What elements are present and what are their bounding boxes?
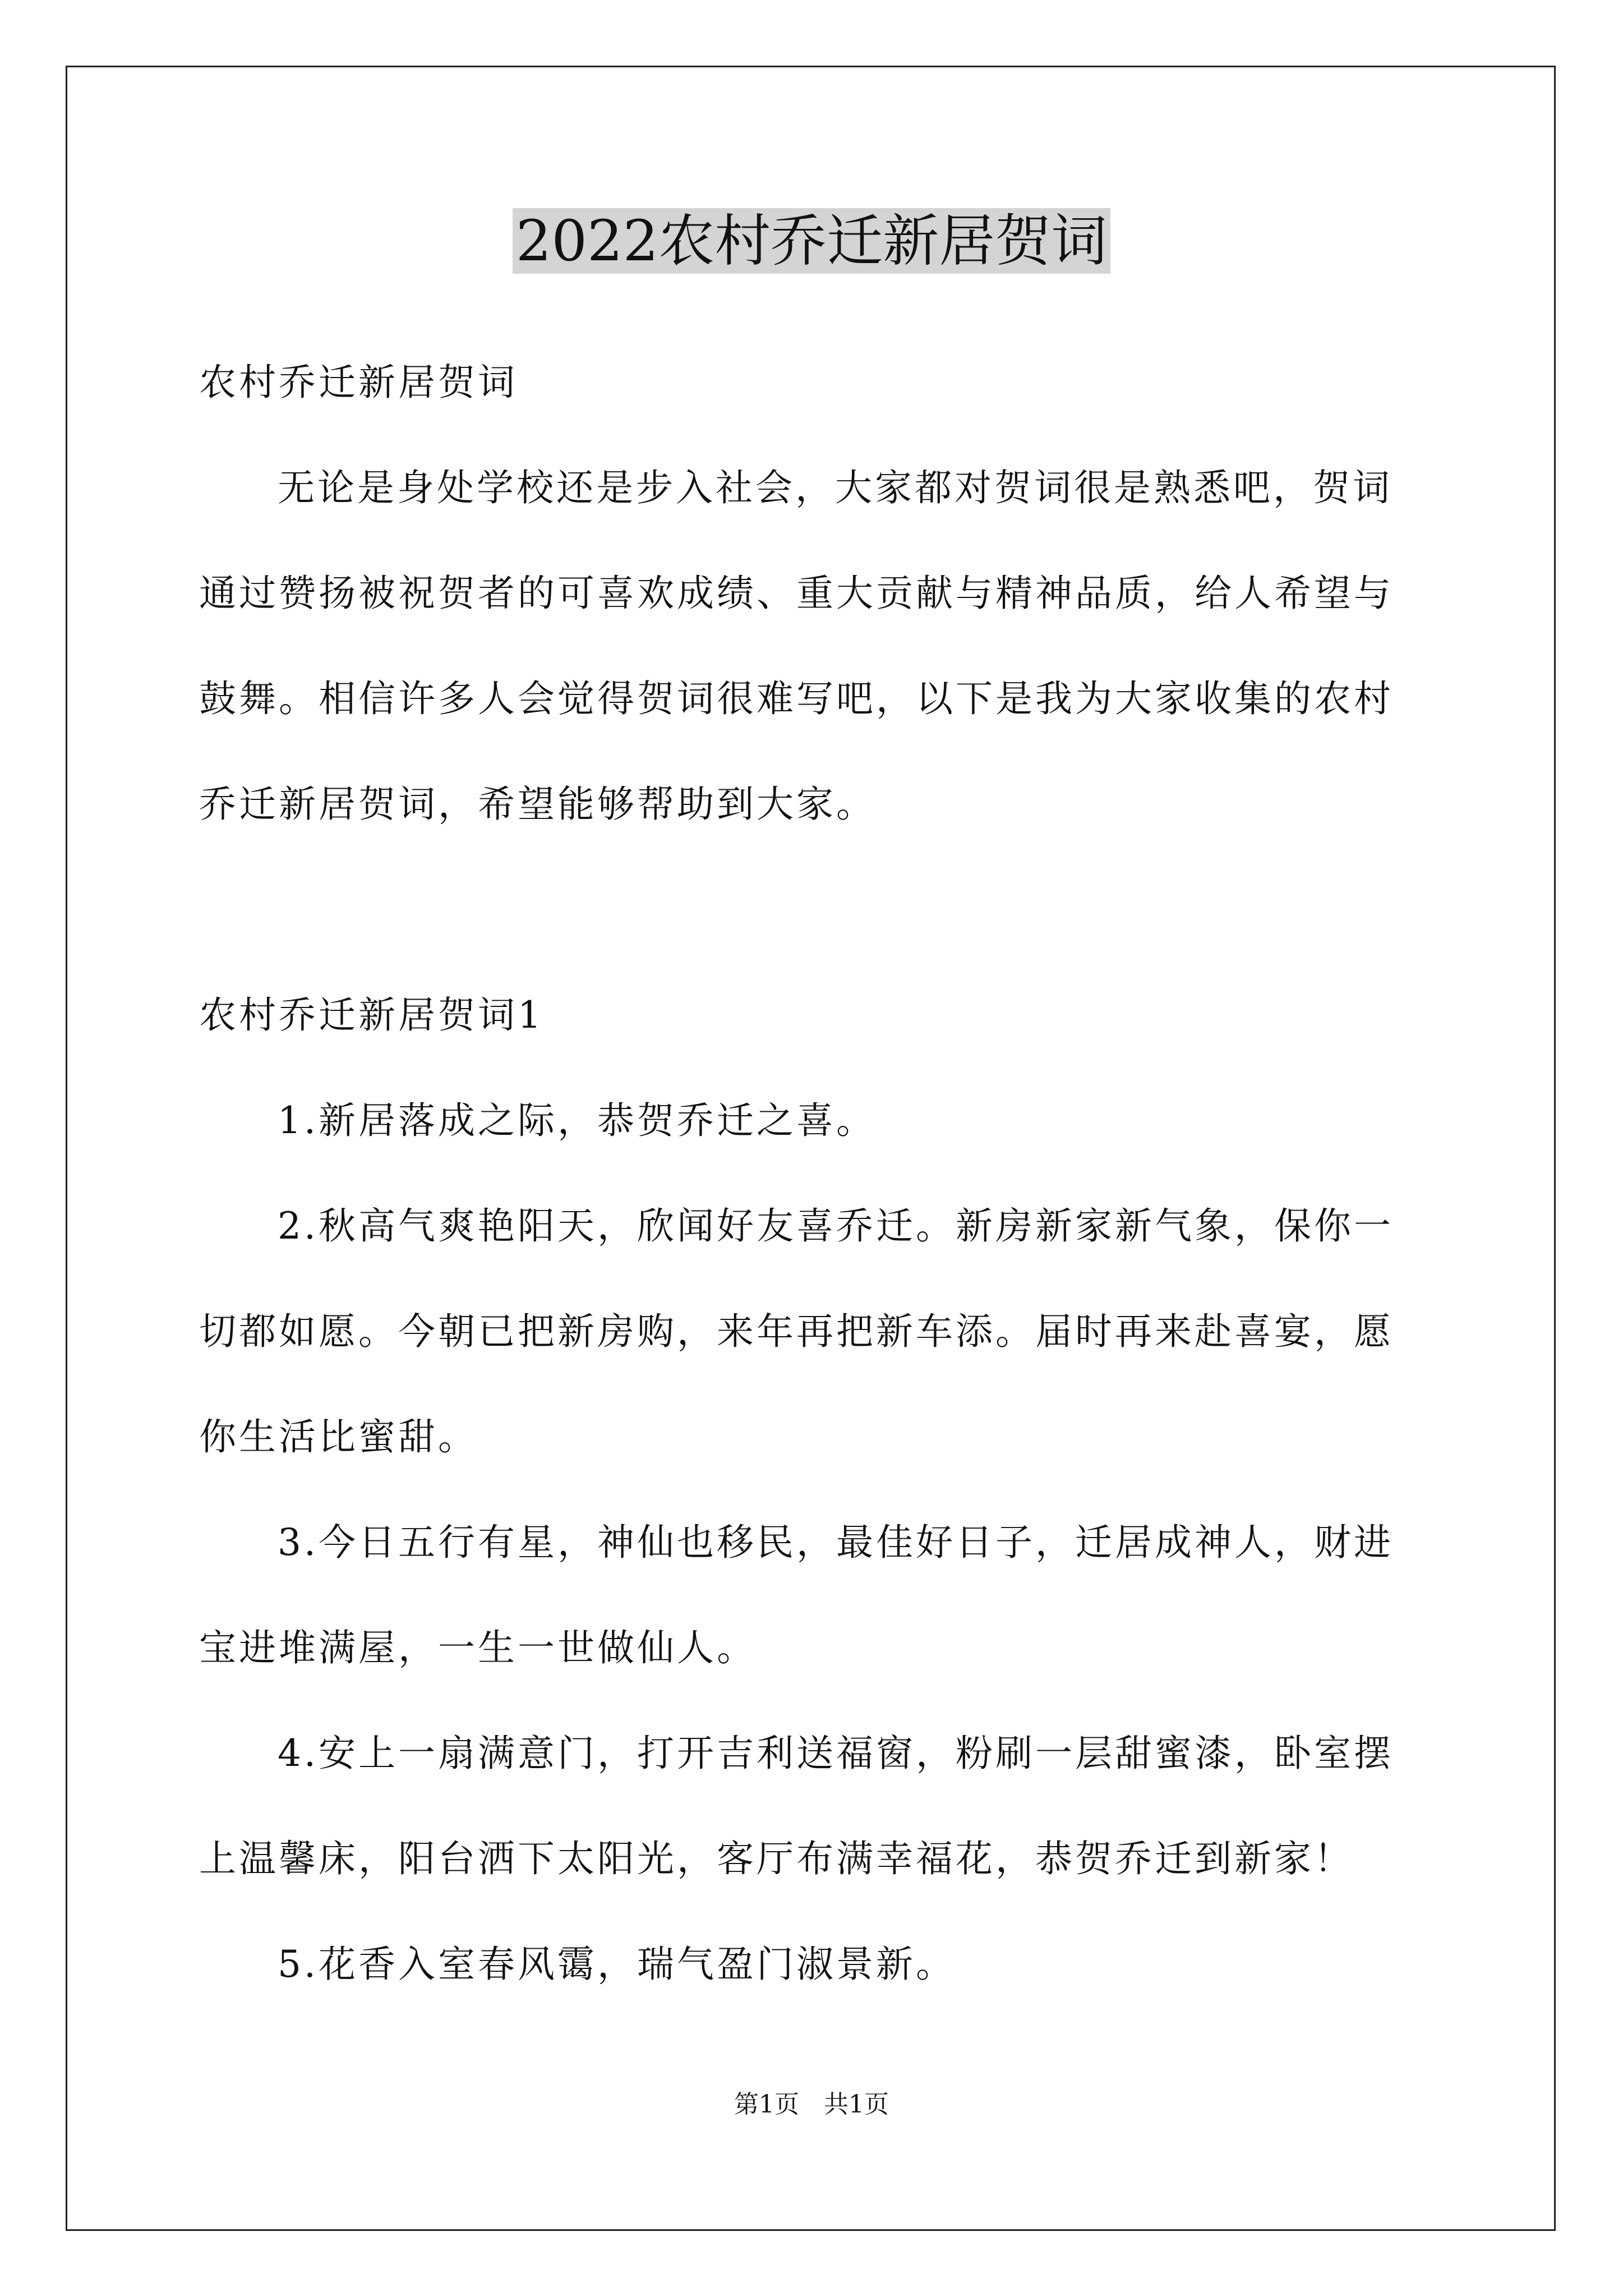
greeting-item-1: 1.新居落成之际，恭贺乔迁之喜。 [278,1099,876,1142]
greeting-item-4-cont: 上温馨床，阳台洒下太阳光，客厅布满幸福花，恭贺乔迁到新家！ [199,1837,1354,1880]
intro-line: 无论是身处学校还是步入社会，大家都对贺词很是熟悉吧，贺词 [278,466,1393,509]
intro-line: 鼓舞。相信许多人会觉得贺词很难写吧，以下是我为大家收集的农村 [199,677,1394,720]
document-body [199,330,1430,2017]
greeting-item-3: 3.今日五行有星，神仙也移民，最佳好日子，迁居成神人，财进 [278,1521,1394,1564]
greeting-item-2: 2.秋高气爽艳阳天，欣闻好友喜乔迁。新房新家新气象，保你一 [278,1204,1394,1248]
document-title-text: 2022农村乔迁新居贺词 [513,208,1111,274]
intro-line: 通过赞扬被祝贺者的可喜欢成绩、重大贡献与精神品质，给人希望与 [199,572,1394,615]
greeting-item-3-cont: 宝进堆满屋，一生一世做仙人。 [199,1626,757,1669]
subtitle: 农村乔迁新居贺词 [199,361,518,404]
greeting-item-2-cont: 切都如愿。今朝已把新房购，来年再把新车添。届时再来赴喜宴，愿 [199,1310,1394,1353]
greeting-item-4: 4.安上一扇满意门，打开吉利送福窗，粉刷一层甜蜜漆，卧室摆 [278,1732,1394,1775]
paragraph-gap [199,857,1430,963]
intro-line: 乔迁新居贺词，希望能够帮助到大家。 [199,783,876,826]
document-title [0,202,1623,280]
greeting-item-2-cont: 你生活比蜜甜。 [199,1415,478,1458]
section-heading: 农村乔迁新居贺词1 [199,993,544,1037]
greeting-item-5: 5.花香入室春风霭，瑞气盈门淑景新。 [278,1943,956,1986]
page-footer: 第1页 共1页 [734,2090,889,2119]
